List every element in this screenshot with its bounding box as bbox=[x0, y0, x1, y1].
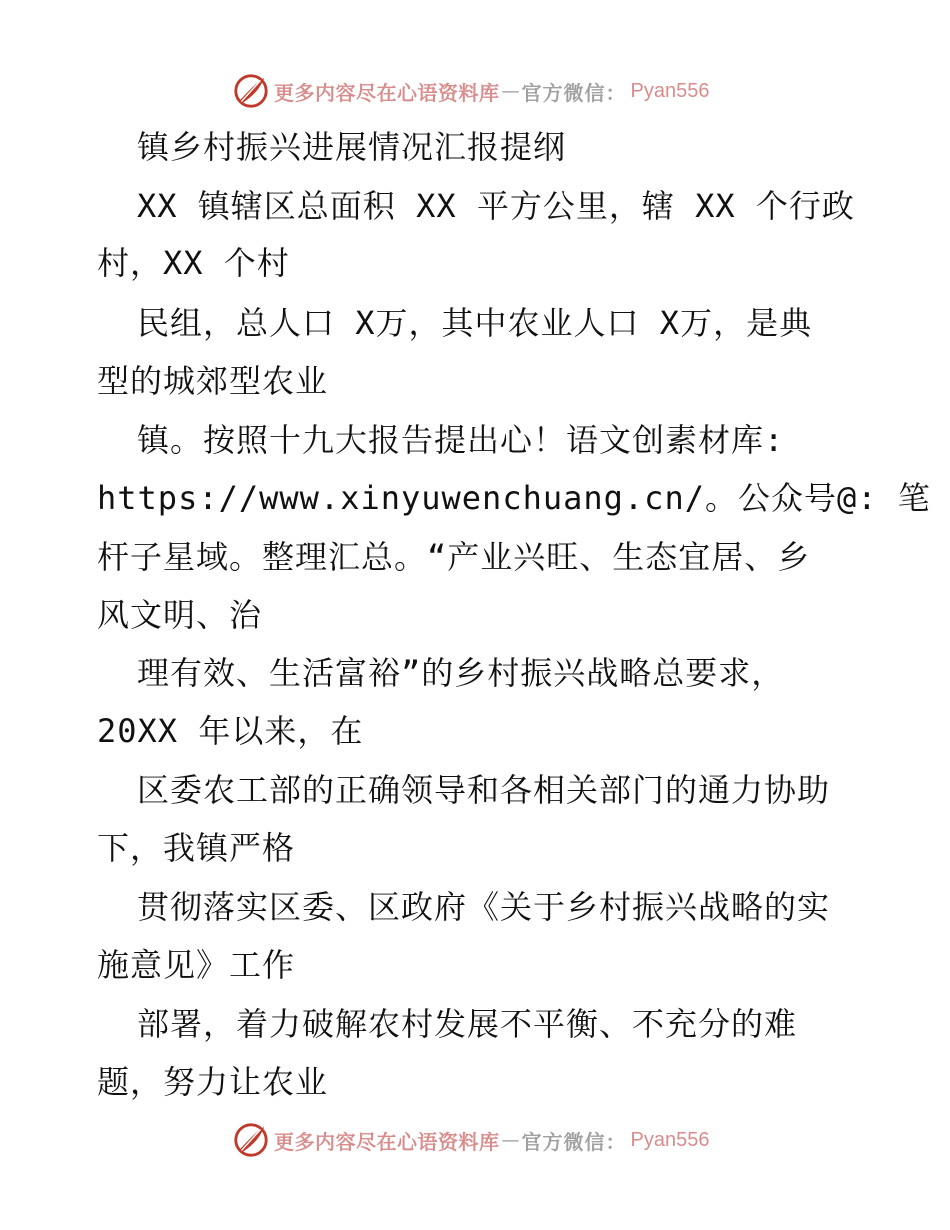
document-title: 镇乡村振兴进展情况汇报提纲 bbox=[137, 128, 567, 166]
body-line: 题，努力让农业 bbox=[97, 1063, 329, 1101]
quill-logo-icon bbox=[232, 72, 270, 110]
body-line: 部署，着力破解农村发展不平衡、不充分的难 bbox=[137, 1005, 798, 1043]
body-line: 施意见》工作 bbox=[97, 946, 296, 984]
banner-label: 官方微信： bbox=[521, 80, 627, 105]
body-line: 杆子星域。整理汇总。“产业兴旺、生态宜居、乡 bbox=[97, 538, 811, 576]
banner-separator: — bbox=[501, 1129, 520, 1151]
body-line: XX 镇辖区总面积 XX 平方公里，辖 XX 个行政 bbox=[137, 187, 855, 225]
body-line: 镇。按照十九大报告提出心！语文创素材库: bbox=[137, 421, 785, 459]
body-line: 理有效、生活富裕”的乡村振兴战略总要求， bbox=[137, 654, 785, 692]
body-line: 区委农工部的正确领导和各相关部门的通力协助 bbox=[137, 771, 831, 809]
body-line: https://www.xinyuwenchuang.cn/。公众号@: 笔 bbox=[97, 479, 931, 517]
body-line: 民组，总人口 X万，其中农业人口 X万，是典 bbox=[137, 304, 813, 342]
body-line: 村，XX 个村 bbox=[97, 244, 290, 282]
banner-wechat-id: Pyan556 bbox=[630, 1128, 710, 1151]
banner-separator: — bbox=[501, 80, 520, 102]
body-line: 20XX 年以来，在 bbox=[97, 712, 364, 750]
banner-label: 官方微信： bbox=[521, 1129, 627, 1154]
banner-wechat-id: Pyan556 bbox=[630, 79, 710, 102]
header-banner bbox=[232, 71, 712, 111]
banner-text: 更多内容尽在心语资料库 bbox=[274, 80, 500, 105]
body-line: 贯彻落实区委、区政府《关于乡村振兴战略的实 bbox=[137, 888, 831, 926]
body-line: 下，我镇严格 bbox=[97, 829, 296, 867]
body-line: 风文明、治 bbox=[97, 596, 263, 634]
footer-banner bbox=[232, 1120, 712, 1160]
banner-text: 更多内容尽在心语资料库 bbox=[274, 1129, 500, 1154]
quill-logo-icon bbox=[232, 1121, 270, 1159]
body-line: 型的城郊型农业 bbox=[97, 362, 329, 400]
